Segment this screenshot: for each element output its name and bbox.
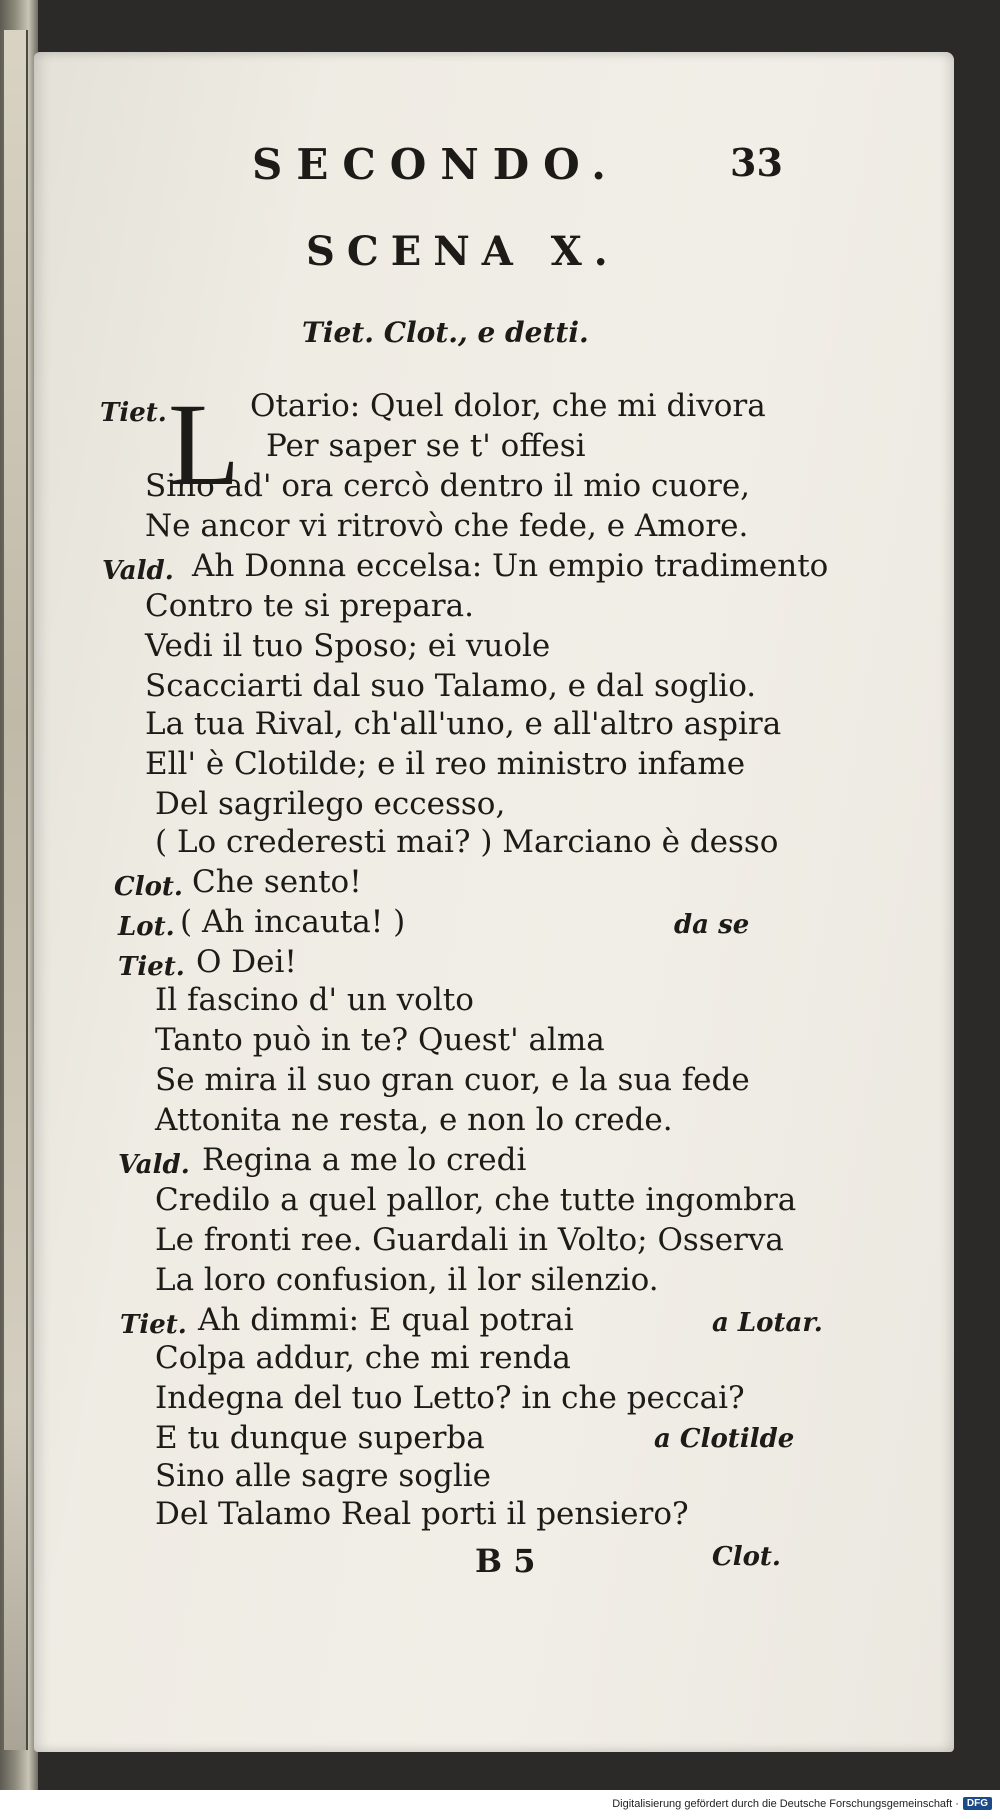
running-header: SECONDO. bbox=[252, 140, 620, 189]
verse-line: Colpa addur, che mi renda bbox=[155, 1340, 571, 1376]
catchword: Clot. bbox=[712, 1542, 781, 1572]
verse-line: Attonita ne resta, e non lo crede. bbox=[155, 1102, 673, 1138]
verse-line: Del sagrilego eccesso, bbox=[155, 786, 506, 822]
verse-line: ( Ah incauta! ) bbox=[180, 904, 406, 940]
verse-line: Ah Donna eccelsa: Un empio tradimento bbox=[192, 548, 829, 584]
verse-line: Vedi il tuo Sposo; ei vuole bbox=[145, 628, 551, 664]
verse-line: Tanto può in te? Quest' alma bbox=[155, 1022, 605, 1058]
verse-line: Indegna del tuo Letto? in che peccai? bbox=[155, 1380, 745, 1416]
verse-line: Il fascino d' un volto bbox=[155, 982, 474, 1018]
verse-line: Ell' è Clotilde; e il reo ministro infame bbox=[145, 746, 746, 782]
verse-line: ( Lo crederesti mai? ) Marciano è desso bbox=[155, 824, 779, 860]
verse-line: Per saper se t' offesi bbox=[266, 428, 586, 464]
speaker-label: Vald. bbox=[102, 556, 174, 586]
verse-line: Ah dimmi: E qual potrai bbox=[198, 1302, 574, 1338]
verse-line: La tua Rival, ch'all'uno, e all'altro aspira bbox=[145, 706, 782, 742]
verse-line: Contro te si prepara. bbox=[145, 588, 474, 624]
speaker-label: Vald. bbox=[118, 1150, 190, 1180]
signature-mark: B 5 bbox=[475, 1542, 536, 1580]
verse-line: Sino ad' ora cercò dentro il mio cuore, bbox=[145, 468, 751, 504]
dfg-logo: DFG bbox=[963, 1797, 992, 1810]
scene-title: SCENA X. bbox=[306, 228, 620, 275]
stage-direction: a Clotilde bbox=[654, 1424, 795, 1454]
verse-line: Se mira il suo gran cuor, e la sua fede bbox=[155, 1062, 750, 1098]
speaker-label: Tiet. bbox=[120, 1310, 187, 1340]
stage-direction: a Lotar. bbox=[712, 1308, 823, 1338]
speaker-label: Lot. bbox=[118, 912, 175, 942]
characters-line: Tiet. Clot., e detti. bbox=[302, 316, 589, 349]
verse-line: E tu dunque superba bbox=[155, 1420, 485, 1456]
book-spine bbox=[0, 0, 38, 1790]
verse-line: Scacciarti dal suo Talamo, e dal soglio. bbox=[145, 668, 757, 704]
drop-cap: L bbox=[168, 379, 241, 510]
verse-line: Regina a me lo credi bbox=[202, 1142, 527, 1178]
speaker-label: Tiet. bbox=[100, 398, 167, 428]
speaker-label: Clot. bbox=[114, 872, 183, 902]
spine-edge bbox=[4, 30, 28, 1750]
verse-line: Del Talamo Real porti il pensiero? bbox=[155, 1496, 689, 1532]
verse-line: La loro confusion, il lor silenzio. bbox=[155, 1262, 659, 1298]
verse-line: Credilo a quel pallor, che tutte ingombra bbox=[155, 1182, 797, 1218]
page-number: 33 bbox=[730, 140, 783, 185]
stage-direction: da se bbox=[674, 910, 750, 940]
verse-line: O Dei! bbox=[196, 944, 297, 980]
verse-line: Ne ancor vi ritrovò che fede, e Amore. bbox=[145, 508, 749, 544]
footer-text: Digitalisierung gefördert durch die Deutsche Forschungsgemeinschaft · bbox=[612, 1797, 959, 1810]
digitization-credit bbox=[612, 1797, 992, 1810]
verse-line: Otario: Quel dolor, che mi divora bbox=[250, 388, 766, 424]
verse-line: Che sento! bbox=[192, 864, 362, 900]
verse-line: Sino alle sagre soglie bbox=[155, 1458, 491, 1494]
speaker-label: Tiet. bbox=[118, 952, 185, 982]
verse-line: Le fronti ree. Guardali in Volto; Osserva bbox=[155, 1222, 784, 1258]
